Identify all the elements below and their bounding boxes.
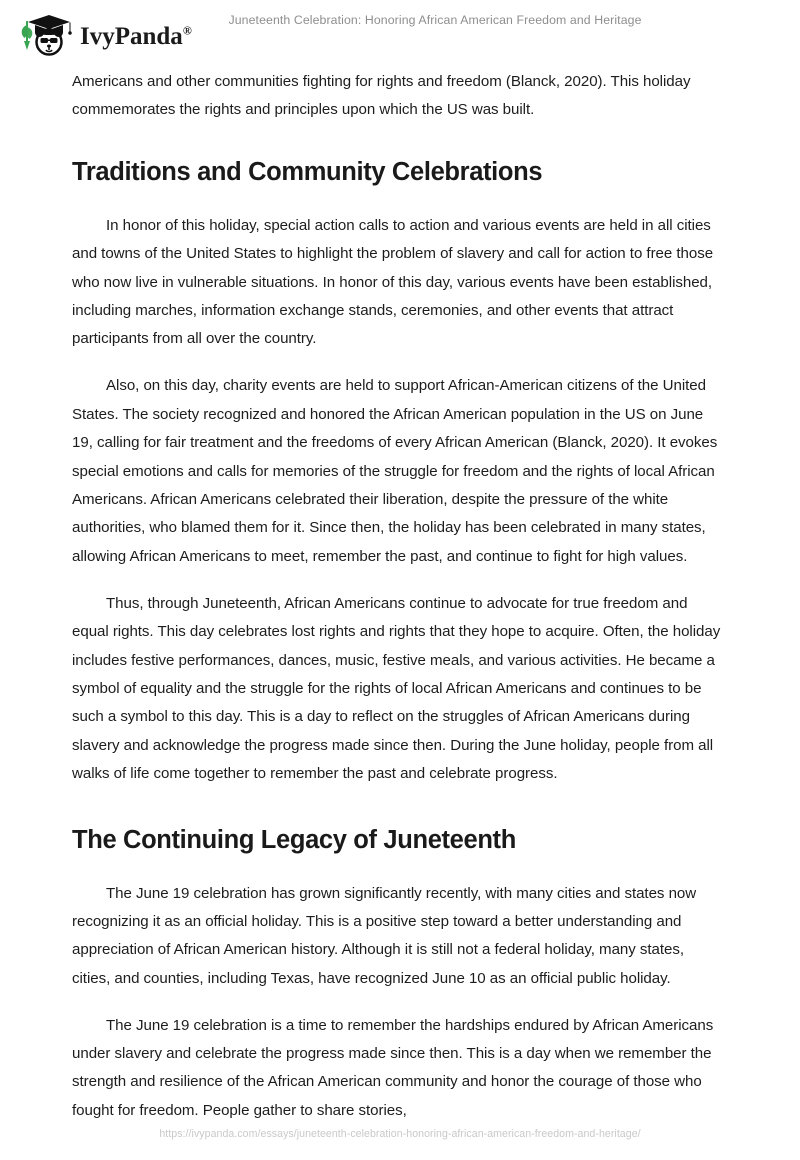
spacer [72, 354, 724, 373]
brand-wordmark [80, 24, 192, 49]
brand-name-text: IvyPanda [80, 22, 183, 50]
spacer [72, 188, 724, 212]
source-url[interactable]: https://ivypanda.com/essays/juneteenth-celebration-honoring-african-american-freedom-and-heritage/ [159, 1128, 641, 1140]
paragraph-4: The June 19 celebration has grown significantly recently, with many cities and states now recognizing it as an official holiday. This is a positive step toward a better understanding and appreciation of African American history. Although it is still not a federal holiday, many states, cities, and counties, including Texas, have recognized June 10 as an official public holiday. [72, 884, 697, 987]
paragraph-1: In honor of this holiday, special action calls to action and various events are held in all cities and towns of the United States to highlight the problem of slavery and call for action to free those who now live in vulnerable situations. In honor of this day, various events have been established, including marches, information exchange stands, ceremonies, and other events that attract participants from all over the country. [72, 216, 714, 348]
document-body [72, 68, 724, 1125]
spacer [72, 789, 724, 824]
spacer [72, 993, 724, 1012]
paragraph-3: Thus, through Juneteenth, African Americans continue to advocate for true freedom and equal rights. This day celebrates lost rights and rights that they hope to acquire. Often, the holiday includes festive performances, dances, music, festive meals, and various activities. He became a symbol of equality and the struggle for the rights of local African Americans and continues to be such a symbol to this day. This is a day to reflect on the struggles of African Americans during slavery and acknowledge the progress made since then. During the June holiday, people from all walks of life come together to remember the past and celebrate progress. [72, 594, 721, 783]
spacer [72, 856, 724, 880]
paragraph-continued: Americans and other communities fighting for rights and freedom (Blanck, 2020). This holiday commemorates the rights and principles upon which the US was built. [72, 73, 691, 119]
paragraph-2: Also, on this day, charity events are held to support African-American citizens of the United States. The society recognized and honored the African American population in the US on June 19, calling for fair treatment and the freedoms of every African American (Blanck, 2020). It evokes special emotions and calls for memories of the struggle for freedom and the rights of local African Americans. African Americans celebrated their liberation, despite the pressure of the white authorities, who blamed them for it. Since then, the holiday has been celebrated in many states, allowing African Americans to meet, remember the past, and continue to fight for high values. [72, 377, 718, 565]
registered-mark: ® [182, 23, 192, 38]
page-header [0, 0, 800, 68]
section-heading-traditions: Traditions and Community Celebrations [72, 157, 543, 186]
spacer [72, 125, 724, 156]
section-heading-legacy: The Continuing Legacy of Juneteenth [72, 825, 516, 854]
document-header-title: Juneteenth Celebration: Honoring African American Freedom and Heritage [228, 13, 642, 27]
spacer [72, 571, 724, 590]
paragraph-5: The June 19 celebration is a time to remember the hardships endured by African Americans under slavery and celebrate the progress made since then. This is a day when we remember the strength and resilience of the African American community and honor the courage of those who fought for freedom. People gather to share stories, [72, 1016, 714, 1119]
page-footer [0, 1120, 800, 1160]
